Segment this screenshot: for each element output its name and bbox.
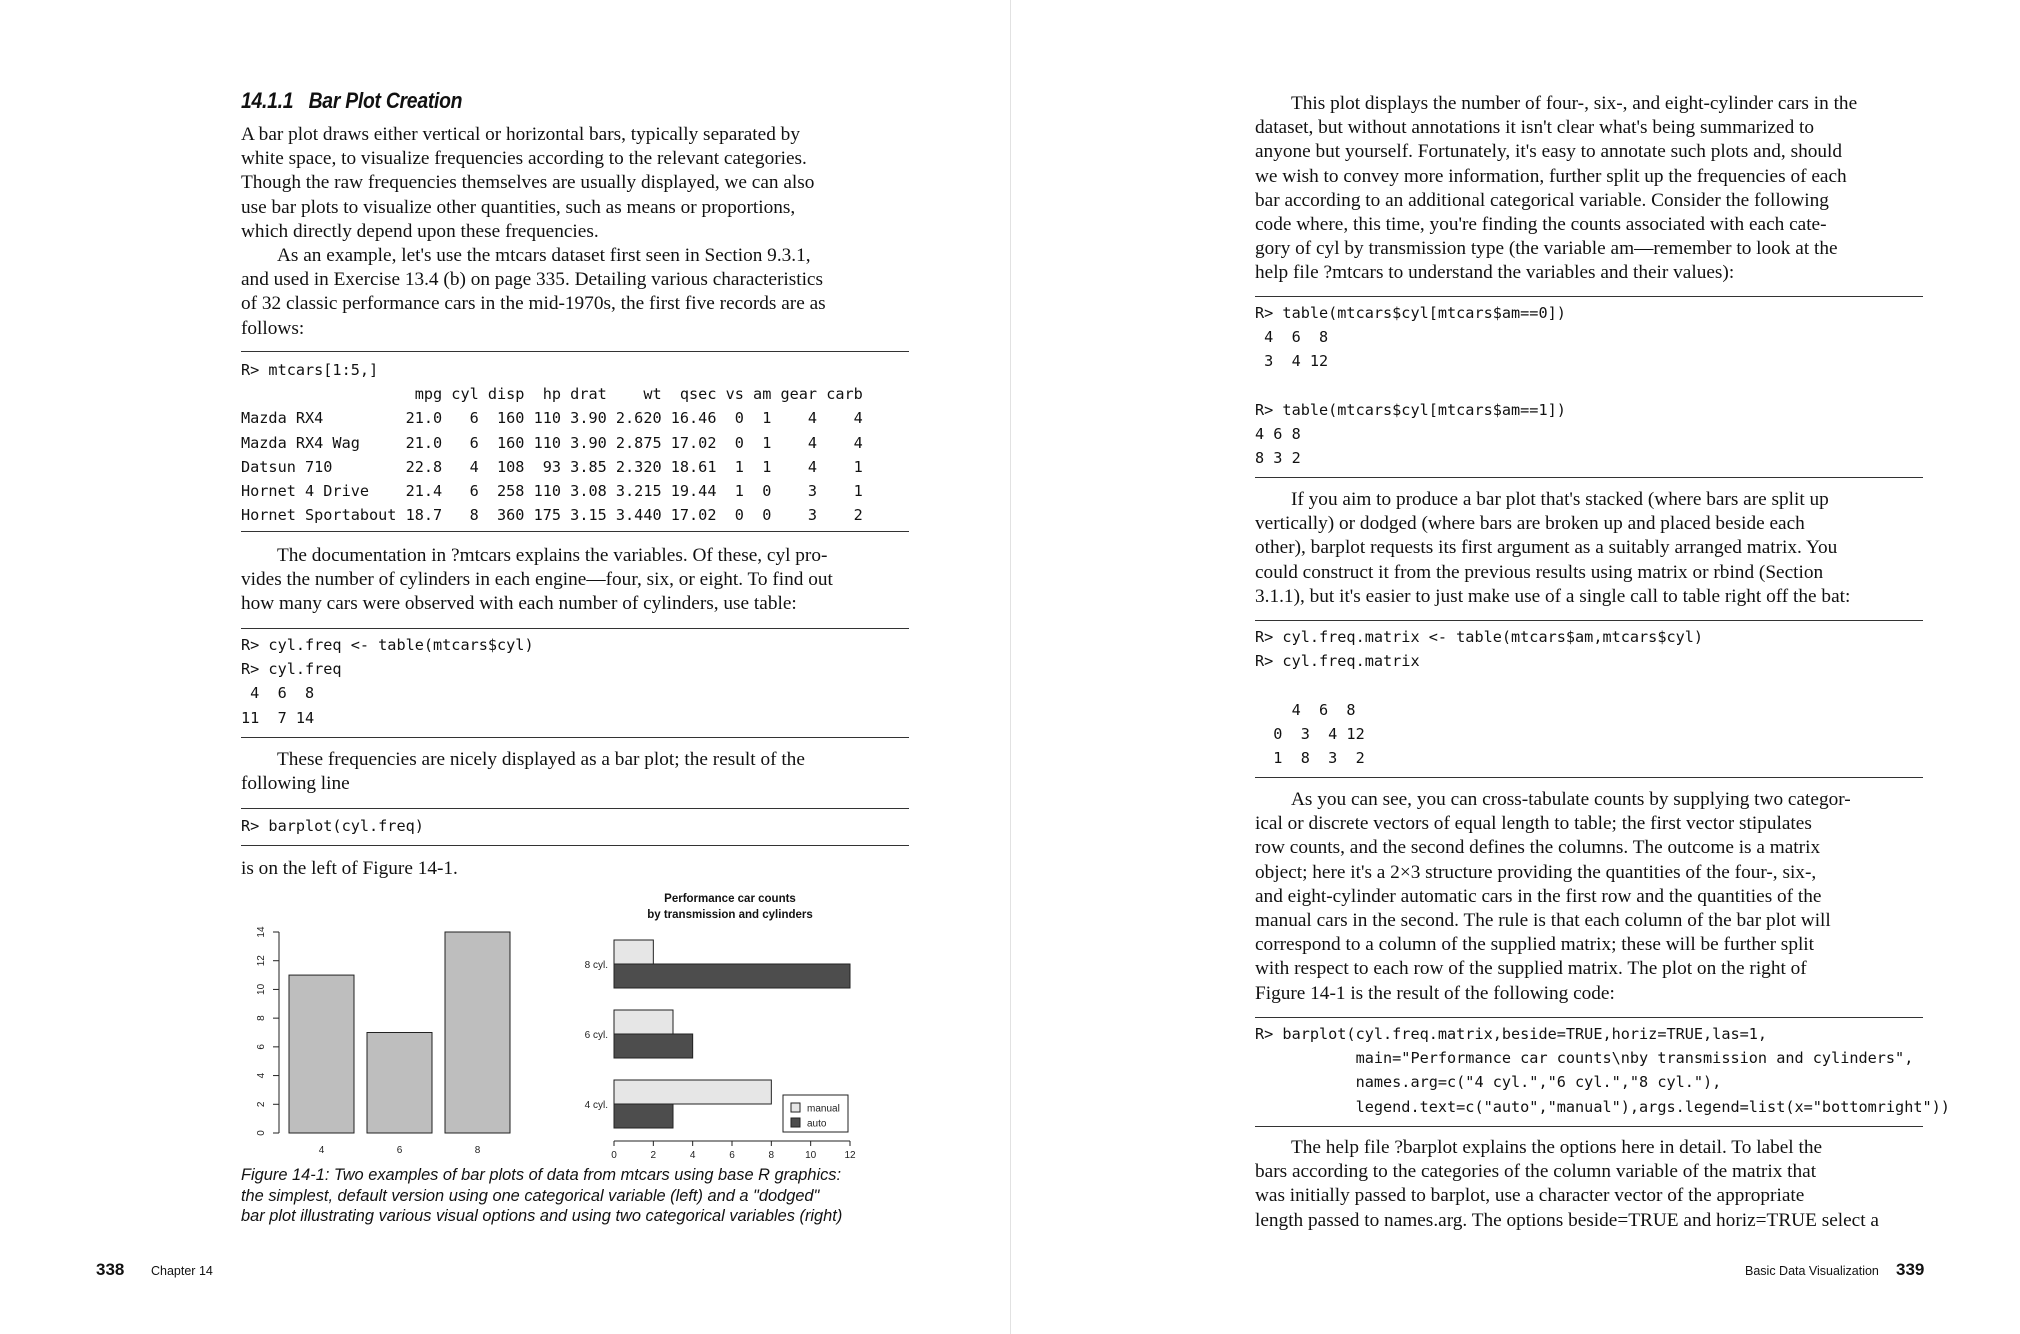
- text-line: bars according to the categories of the column variable of the matrix that: [1255, 1161, 1817, 1183]
- code-line: 0 3 4 12: [1255, 724, 1365, 743]
- y-tick-label: 2: [256, 1101, 267, 1108]
- section-title: Bar Plot Creation: [308, 88, 463, 113]
- code-line: 4 6 8: [1255, 700, 1356, 719]
- code-block-barplot-matrix: [1255, 1022, 1950, 1119]
- right-page: [1011, 0, 2020, 1334]
- paragraph-documentation: [241, 544, 833, 617]
- bar-manual-4cyl: [614, 1080, 771, 1104]
- text-line: was initially passed to barplot, use a character vector of the appropriate: [1255, 1185, 1805, 1207]
- text-line: As you can see, you can cross-tabulate counts by supplying two categor-: [1291, 789, 1851, 810]
- y-tick-label: 12: [256, 955, 267, 967]
- caption-line: bar plot illustrating various visual options and using two categorical variables (right): [241, 1207, 843, 1225]
- text-line: A bar plot draws either vertical or horizontal bars, typically separated by: [241, 124, 800, 145]
- category-label: 4 cyl.: [584, 1100, 608, 1111]
- legend-label-manual: manual: [807, 1103, 840, 1115]
- text-line: This plot displays the number of four-, six-, and eight-cylinder cars in the: [1291, 93, 1858, 114]
- bar-auto-6cyl: [614, 1034, 693, 1058]
- paragraph-annotation-intro: [1255, 92, 1857, 286]
- caption-line: the simplest, default version using one categorical variable (left) and a "dodged": [241, 1186, 820, 1205]
- dodged-bar-chart-transmission: [560, 885, 890, 1160]
- text-line: of 32 classic performance cars in the mid-1970s, the first five records are as: [241, 293, 826, 315]
- paragraph-help-file: [1255, 1136, 1879, 1233]
- text-line: vertically) or dodged (where bars are broken up and placed beside each: [1255, 513, 1805, 535]
- text-line: code where, this time, you're finding the counts associated with each cate-: [1255, 214, 1827, 236]
- code-rule-bottom: [1255, 777, 1923, 778]
- text-line: following line: [241, 773, 350, 795]
- code-line: R> mtcars[1:5,]: [241, 361, 379, 379]
- text-line: use bar plots to visualize other quantities, such as means or proportions,: [241, 196, 796, 218]
- bar-4: [289, 975, 354, 1133]
- code-rule-top: [1255, 1017, 1923, 1018]
- bar-8: [445, 932, 510, 1133]
- chart-title-line: Performance car counts: [664, 893, 796, 905]
- code-line: R> cyl.freq.matrix <- table(mtcars$am,mtcars$cyl): [1255, 628, 1704, 646]
- section-heading: [241, 88, 462, 114]
- paragraph-frequencies: [241, 748, 805, 796]
- x-tick-label: 10: [805, 1150, 817, 1160]
- x-tick-labels: [319, 1145, 481, 1156]
- text-line: vides the number of cylinders in each engine—four, six, or eight. To find out: [241, 569, 833, 591]
- code-line: R> barplot(cyl.freq): [241, 817, 424, 835]
- x-tick-label: 0: [611, 1150, 617, 1160]
- code-line: 4 6 8: [1255, 328, 1329, 347]
- bar-auto-4cyl: [614, 1104, 673, 1128]
- bar-auto-8cyl: [614, 964, 850, 988]
- paragraph-bar-plot-intro: [241, 123, 814, 244]
- category-label: 8 cyl.: [584, 960, 608, 971]
- bar-6: [367, 1033, 432, 1134]
- x-tick-label: 6: [396, 1145, 403, 1156]
- paragraph-mtcars-example: [241, 244, 826, 341]
- x-axis: [611, 1141, 856, 1160]
- code-line: 4 6 8: [241, 684, 315, 703]
- code-line: R> barplot(cyl.freq.matrix,beside=TRUE,horiz=TRUE,las=1,: [1255, 1025, 1768, 1043]
- chart-title-line: by transmission and cylinders: [647, 909, 813, 921]
- code-line: R> cyl.freq.matrix: [1255, 652, 1420, 671]
- bar-manual-8cyl: [614, 940, 653, 964]
- figure-caption: [241, 1165, 842, 1227]
- legend-swatch-manual: [791, 1103, 800, 1112]
- x-tick-label: 4: [318, 1145, 325, 1156]
- text-line: dataset, but without annotations it isn't clear what's being summarized to: [1255, 117, 1815, 139]
- text-line: is on the left of Figure 14-1.: [241, 858, 458, 879]
- text-line: and used in Exercise 13.4 (b) on page 335. Detailing various characteristics: [241, 269, 823, 291]
- chart-legend: [783, 1095, 848, 1132]
- text-line: manual cars in the second. The rule is that each column of the bar plot will: [1255, 910, 1831, 932]
- bar-manual-6cyl: [614, 1010, 673, 1034]
- code-line: 8 3 2: [1255, 449, 1301, 468]
- y-tick-label: 0: [256, 1130, 267, 1136]
- legend-label-auto: auto: [807, 1118, 827, 1130]
- text-line: row counts, and the second defines the columns. The outcome is a matrix: [1255, 837, 1821, 859]
- text-line: could construct it from the previous results using matrix or rbind (Section: [1255, 561, 1824, 583]
- paragraph-cross-tabulate: [1255, 788, 1851, 1006]
- code-block-mtcars: [241, 358, 863, 527]
- caption-line: Figure 14-1: Two examples of bar plots of data from mtcars using base R graphics:: [241, 1166, 842, 1184]
- code-line: 3 4 12: [1255, 352, 1329, 371]
- text-line: These frequencies are nicely displayed as a bar plot; the result of the: [277, 749, 805, 770]
- code-rule-top: [241, 628, 909, 629]
- text-line: 3.1.1), but it's easier to just make use of a single call to table right off the bat:: [1255, 585, 1851, 607]
- code-rule-bottom: [241, 531, 909, 532]
- code-line: Hornet Sportabout 18.7 8 360 175 3.15 3.440 17.02 0 0 3 2: [241, 506, 863, 525]
- x-tick-label: 4: [689, 1150, 696, 1160]
- text-line: The help file ?barplot explains the options here in detail. To label the: [1291, 1137, 1823, 1158]
- legend-swatch-auto: [791, 1118, 800, 1127]
- code-rule-top: [1255, 296, 1923, 297]
- section-number: 14.1.1: [241, 88, 294, 113]
- text-line: length passed to names.arg. The options beside=TRUE and horiz=TRUE select a: [1255, 1209, 1879, 1231]
- text-line: gory of cyl by transmission type (the variable am—remember to look at the: [1255, 238, 1838, 260]
- code-line: names.arg=c("4 cyl.","6 cyl.","8 cyl."),: [1255, 1073, 1722, 1092]
- code-rule-bottom: [1255, 477, 1923, 478]
- running-head: Chapter 14: [151, 1264, 213, 1278]
- code-line: R> cyl.freq: [241, 660, 342, 679]
- category-labels: [585, 960, 608, 1111]
- code-block-cylfreq: [241, 633, 534, 730]
- code-rule-top: [241, 808, 909, 809]
- y-axis: [256, 926, 279, 1136]
- text-line: ical or discrete vectors of equal length to table; the first vector stipulates: [1255, 813, 1812, 835]
- code-rule-bottom: [241, 845, 909, 846]
- y-tick-label: 4: [256, 1072, 267, 1079]
- paragraph-stacked-dodged: [1255, 488, 1850, 609]
- code-line: Mazda RX4 21.0 6 160 110 3.90 2.620 16.46 0 1 4 4: [241, 409, 863, 428]
- text-line: anyone but yourself. Fortunately, it's easy to annotate such plots and, should: [1255, 141, 1842, 163]
- x-tick-label: 12: [844, 1150, 856, 1160]
- bars: [289, 932, 510, 1133]
- text-line: bar according to an additional categorical variable. Consider the following: [1255, 189, 1829, 211]
- code-block-barplot: [241, 814, 424, 838]
- y-tick-label: 14: [256, 926, 267, 938]
- code-line: Mazda RX4 Wag 21.0 6 160 110 3.90 2.875 17.02 0 1 4 4: [241, 433, 863, 452]
- page-number: 338: [96, 1260, 125, 1279]
- code-line: Datsun 710 22.8 4 108 93 3.85 2.320 18.61 1 1 4 1: [241, 457, 863, 476]
- code-rule-bottom: [1255, 1126, 1923, 1127]
- y-tick-label: 8: [256, 1015, 267, 1021]
- x-tick-label: 6: [729, 1150, 735, 1160]
- code-rule-top: [1255, 620, 1923, 621]
- text-line: other), barplot requests its first argument as a suitably arranged matrix. You: [1255, 537, 1838, 559]
- running-head: Basic Data Visualization: [1745, 1264, 1879, 1278]
- text-line: how many cars were observed with each number of cylinders, use table:: [241, 593, 797, 615]
- bar-chart-cylinders: [241, 915, 541, 1160]
- code-line: mpg cyl disp hp drat wt qsec vs am gear carb: [241, 385, 863, 404]
- text-line: As an example, let's use the mtcars dataset first seen in Section 9.3.1,: [277, 245, 811, 266]
- text-line: correspond to a column of the supplied matrix; these will be further split: [1255, 934, 1815, 956]
- code-line: R> table(mtcars$cyl[mtcars$am==1]): [1255, 400, 1566, 419]
- x-tick-label: 8: [768, 1150, 775, 1160]
- text-line: If you aim to produce a bar plot that's stacked (where bars are split up: [1291, 489, 1829, 510]
- code-rule-bottom: [241, 737, 909, 738]
- category-label: 6 cyl.: [584, 1030, 608, 1041]
- y-tick-label: 6: [256, 1044, 267, 1050]
- code-line: 1 8 3 2: [1255, 749, 1365, 768]
- paragraph-figure-ref: [241, 857, 458, 881]
- code-line: legend.text=c("auto","manual"),args.legend=list(x="bottomright")): [1255, 1097, 1950, 1116]
- code-rule-top: [241, 351, 909, 352]
- x-tick-label: 2: [650, 1150, 657, 1160]
- y-tick-label: 10: [256, 983, 267, 995]
- text-line: white space, to visualize frequencies according to the relevant categories.: [241, 148, 807, 170]
- text-line: object; here it's a 2×3 structure providing the quantities of the four-, six-,: [1255, 861, 1817, 883]
- text-line: which directly depend upon these frequencies.: [241, 220, 599, 242]
- code-block-matrix: [1255, 625, 1703, 770]
- code-block-tables: [1255, 301, 1566, 470]
- code-line: 4 6 8: [1255, 425, 1301, 444]
- x-tick-label: 8: [474, 1145, 481, 1156]
- code-line: R> table(mtcars$cyl[mtcars$am==0]): [1255, 304, 1566, 322]
- text-line: The documentation in ?mtcars explains the variables. Of these, cyl pro-: [277, 545, 828, 566]
- text-line: follows:: [241, 317, 305, 339]
- text-line: we wish to convey more information, further split up the frequencies of each: [1255, 165, 1847, 187]
- code-line: 11 7 14: [241, 708, 315, 727]
- code-line: Hornet 4 Drive 21.4 6 258 110 3.08 3.215 19.44 1 0 3 1: [241, 482, 863, 501]
- text-line: and eight-cylinder automatic cars in the first row and the quantities of the: [1255, 885, 1822, 907]
- text-line: Though the raw frequencies themselves are usually displayed, we can also: [241, 172, 815, 194]
- text-line: Figure 14-1 is the result of the following code:: [1255, 982, 1615, 1004]
- text-line: help file ?mtcars to understand the variables and their values):: [1255, 262, 1735, 284]
- page-number: 339: [1896, 1260, 1925, 1279]
- code-line: main="Performance car counts\nby transmission and cylinders",: [1255, 1049, 1914, 1068]
- code-line: R> cyl.freq <- table(mtcars$cyl): [241, 636, 534, 654]
- text-line: with respect to each row of the supplied matrix. The plot on the right of: [1255, 958, 1807, 980]
